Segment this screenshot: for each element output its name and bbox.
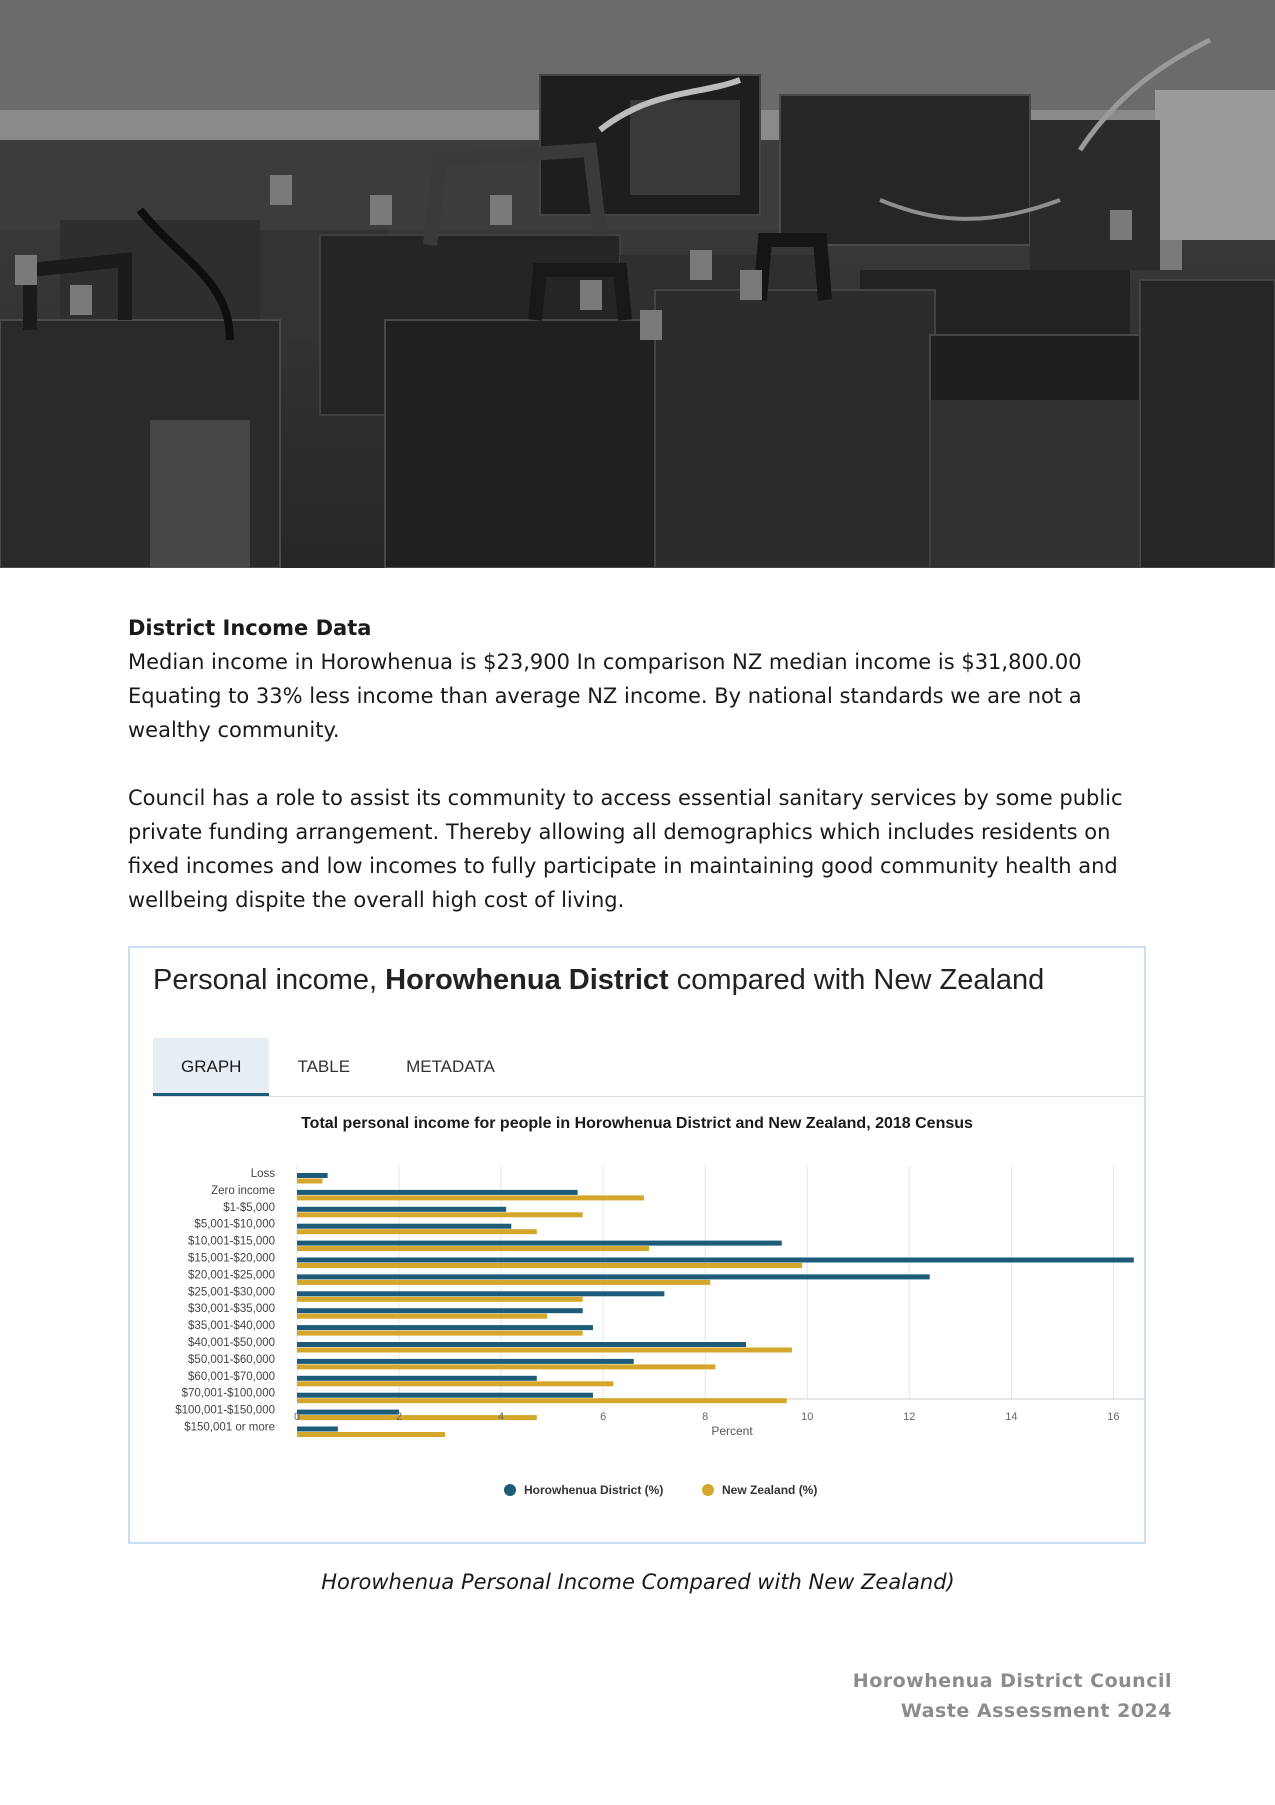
bar [297,1258,1134,1263]
bar [297,1207,506,1212]
bar [297,1241,782,1246]
category-label: $70,001-$100,000 [181,1387,275,1400]
category-label: $40,001-$50,000 [188,1337,275,1349]
bar [297,1331,583,1336]
median-income-paragraph: Median income in Horowhenua is $23,900 In comparison NZ median income is $31,800.00 Equating to 33% less income than average NZ income. By national standards we are not a wealthy community. [128,650,1082,742]
bar [297,1280,710,1285]
bar [297,1246,649,1251]
bar [297,1359,634,1364]
x-tick-label: 14 [1005,1411,1018,1423]
category-label: $5,001-$10,000 [194,1218,275,1231]
bar [297,1190,578,1195]
tab-metadata[interactable]: METADATA [406,1057,495,1076]
bar [297,1224,511,1229]
legend-label: Horowhenua District (%) [524,1483,664,1497]
tab-table[interactable]: TABLE [297,1057,351,1076]
chart-category-labels [175,1168,275,1434]
section-heading: District Income Data [128,616,372,640]
bar [297,1229,537,1234]
category-label: Loss [250,1168,275,1180]
batteries-illustration [0,0,1275,568]
category-label: $30,001-$35,000 [188,1303,275,1316]
legend-marker [504,1484,516,1496]
bar [297,1398,787,1403]
chart-area [130,1098,1144,1538]
category-label: $60,001-$70,000 [188,1370,275,1383]
category-label: $150,001 or more [184,1421,275,1434]
bar [297,1263,802,1268]
category-label: Zero income [211,1184,275,1197]
bar [297,1195,644,1200]
legend-marker [702,1484,714,1496]
category-label: $50,001-$60,000 [188,1353,275,1366]
category-label: $15,001-$20,000 [188,1252,275,1265]
widget-tabs [153,1038,1146,1097]
council-role-paragraph: Council has a role to assist its community to access essential sanitary services by some public private funding arrangement. Thereby allowing all demographics which includes residents on fixed incomes and low incomes to fully participate in maintaining good community health and wellbeing dispite the overall high cost of living. [128,786,1123,912]
footer-document-title: Waste Assessment 2024 [900,1700,1172,1722]
x-tick-label: 2 [395,1411,403,1423]
category-label: $1-$5,000 [223,1201,275,1214]
x-tick-label: 8 [702,1411,709,1423]
income-text-section [128,611,1148,951]
bar [297,1308,583,1313]
bar [297,1274,930,1279]
widget-title-district: Horowhenua District [385,964,669,996]
chart-bars [297,1173,1134,1437]
bar [297,1393,593,1398]
widget-title-suffix: compared with New Zealand [676,964,1045,996]
bar [297,1297,583,1302]
bar [297,1376,537,1381]
bar [297,1342,746,1347]
bar [297,1410,399,1415]
bar [297,1364,715,1369]
chart-title: Total personal income for people in Horowhenua District and New Zealand, 2018 Census [301,1115,973,1132]
x-tick-label: 0 [293,1411,301,1423]
legend-label: New Zealand (%) [722,1483,818,1497]
category-label: $25,001-$30,000 [188,1286,275,1299]
bar [297,1314,547,1319]
category-label: $20,001-$25,000 [188,1269,275,1282]
bar [297,1173,328,1178]
category-label: $100,001-$150,000 [175,1404,275,1417]
income-bar-chart [130,1098,1144,1538]
chart-legend [504,1483,817,1497]
category-label: $35,001-$40,000 [188,1320,275,1333]
x-tick-label: 16 [1107,1411,1120,1423]
category-label: $10,001-$15,000 [188,1235,275,1248]
bar [297,1348,792,1353]
bar [297,1291,664,1296]
footer-organisation: Horowhenua District Council [852,1670,1172,1692]
bar [297,1179,323,1184]
bar [297,1381,613,1386]
bar [297,1427,338,1432]
tab-graph[interactable]: GRAPH [153,1038,269,1096]
x-tick-label: 10 [801,1411,814,1423]
x-tick-label: 12 [903,1411,916,1423]
income-chart-widget [128,946,1146,1544]
x-axis-label: Percent [711,1424,753,1438]
widget-title [153,964,1044,997]
bar [297,1212,583,1217]
figure-caption: Horowhenua Personal Income Compared with New Zealand) [321,1570,955,1594]
bar [297,1325,593,1330]
x-tick-label: 6 [600,1411,607,1423]
bar [297,1432,445,1437]
hero-photo [0,0,1275,568]
widget-title-prefix: Personal income, [153,964,378,996]
x-tick-label: 4 [498,1411,505,1423]
page-footer [853,1666,1172,1726]
